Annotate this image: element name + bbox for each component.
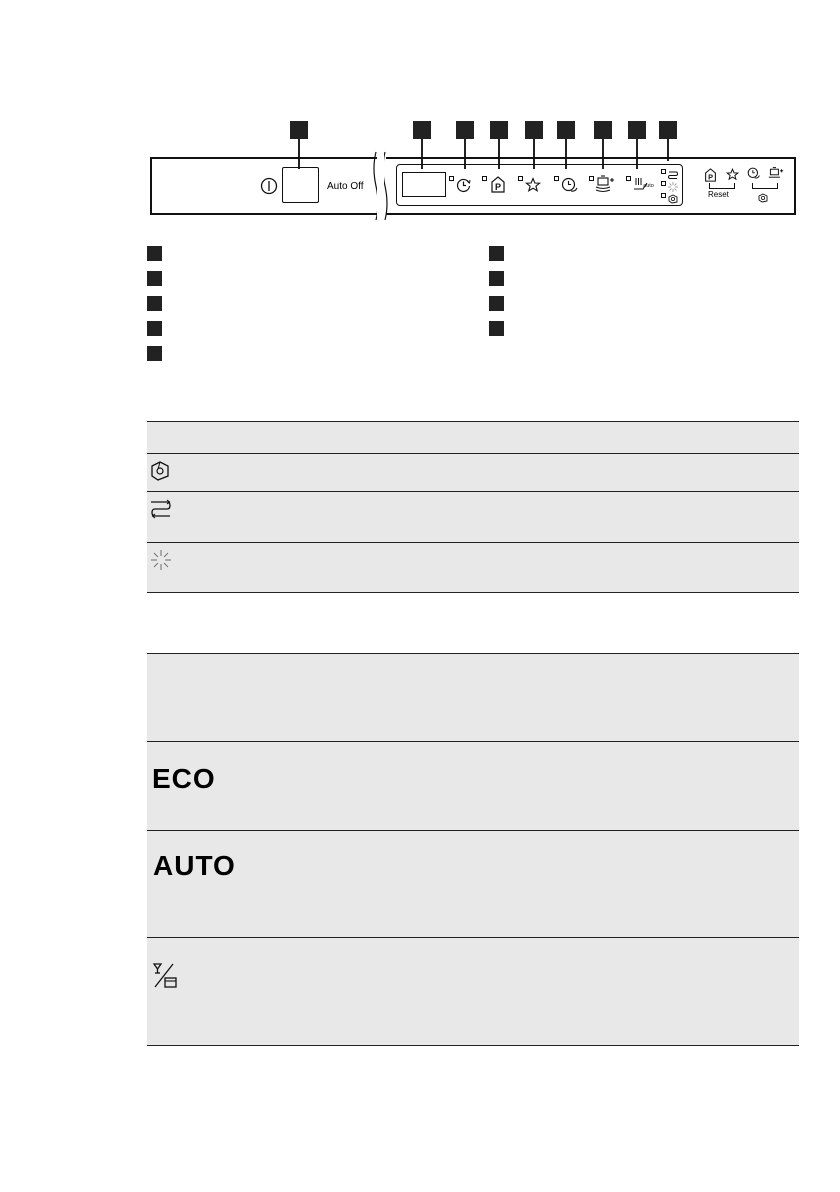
legend-marker-4 xyxy=(147,321,162,336)
sensor-auto-icon[interactable] xyxy=(632,175,656,198)
indicator-row-salt xyxy=(147,543,799,592)
machine-care-icon xyxy=(758,190,768,208)
delay-start-icon[interactable] xyxy=(456,177,472,198)
rinse-aid-icon xyxy=(150,499,172,524)
auto-off-label: Auto Off xyxy=(327,181,364,192)
legend-marker-3 xyxy=(147,296,162,311)
indicator-delay xyxy=(449,176,454,181)
indicator-salt xyxy=(661,181,666,186)
callout-marker-5 xyxy=(525,121,543,139)
indicator-rinse-aid xyxy=(661,169,666,174)
control-panel-left xyxy=(150,157,378,215)
callout-marker-1 xyxy=(290,121,308,139)
svg-text:P: P xyxy=(708,172,713,182)
time-manager-icon[interactable] xyxy=(561,177,579,200)
machine-care-icon xyxy=(149,460,171,487)
callout-marker-4 xyxy=(490,121,508,139)
indicator-time-manager xyxy=(554,176,559,181)
extra-hygiene-icon[interactable] xyxy=(595,174,615,199)
salt-icon xyxy=(150,549,172,576)
auto-programme-icon: AUTO xyxy=(153,850,236,881)
programme-row-eco xyxy=(147,742,799,830)
program-p-icon[interactable] xyxy=(490,176,506,198)
programme-row-auto xyxy=(147,831,799,937)
indicator-row-machine-care xyxy=(147,454,799,491)
table-bottom-rule xyxy=(147,1045,799,1046)
programme-row-glass xyxy=(147,938,799,1045)
callout-marker-6 xyxy=(557,121,575,139)
legend-marker-6 xyxy=(489,246,504,261)
eco-programme-icon: ECO xyxy=(152,763,216,794)
callout-marker-7 xyxy=(594,121,612,139)
reset-bracket xyxy=(709,183,735,189)
legend-marker-9 xyxy=(489,321,504,336)
legend-marker-1 xyxy=(147,246,162,261)
indicators-header-row xyxy=(147,422,799,453)
reset-label: Reset xyxy=(708,190,729,199)
legend-marker-7 xyxy=(489,271,504,286)
programme-row-header xyxy=(147,654,799,741)
callout-marker-9 xyxy=(659,121,677,139)
display xyxy=(402,172,446,197)
control-panel-right xyxy=(386,157,796,215)
indicator-extra-hygiene xyxy=(589,176,594,181)
indicator-auto xyxy=(626,176,631,181)
legend-marker-5 xyxy=(147,346,162,361)
indicator-row-rinse-aid xyxy=(147,492,799,542)
legend-marker-2 xyxy=(147,271,162,286)
machine-care-bracket xyxy=(752,183,778,189)
star-icon[interactable] xyxy=(525,177,541,198)
indicator-favourite xyxy=(518,176,523,181)
indicator-program xyxy=(482,176,487,181)
svg-text:P: P xyxy=(494,182,502,192)
svg-text:auto: auto xyxy=(643,183,654,189)
callout-marker-8 xyxy=(628,121,646,139)
indicator-machine-care xyxy=(661,193,666,198)
power-button[interactable] xyxy=(282,167,319,203)
power-icon xyxy=(260,177,278,200)
machine-care-panel-icon xyxy=(668,191,678,209)
callout-marker-3 xyxy=(456,121,474,139)
callout-marker-2 xyxy=(413,121,431,139)
legend-marker-8 xyxy=(489,296,504,311)
glass-plate-icon xyxy=(152,963,178,994)
table-bottom-rule xyxy=(147,592,799,593)
